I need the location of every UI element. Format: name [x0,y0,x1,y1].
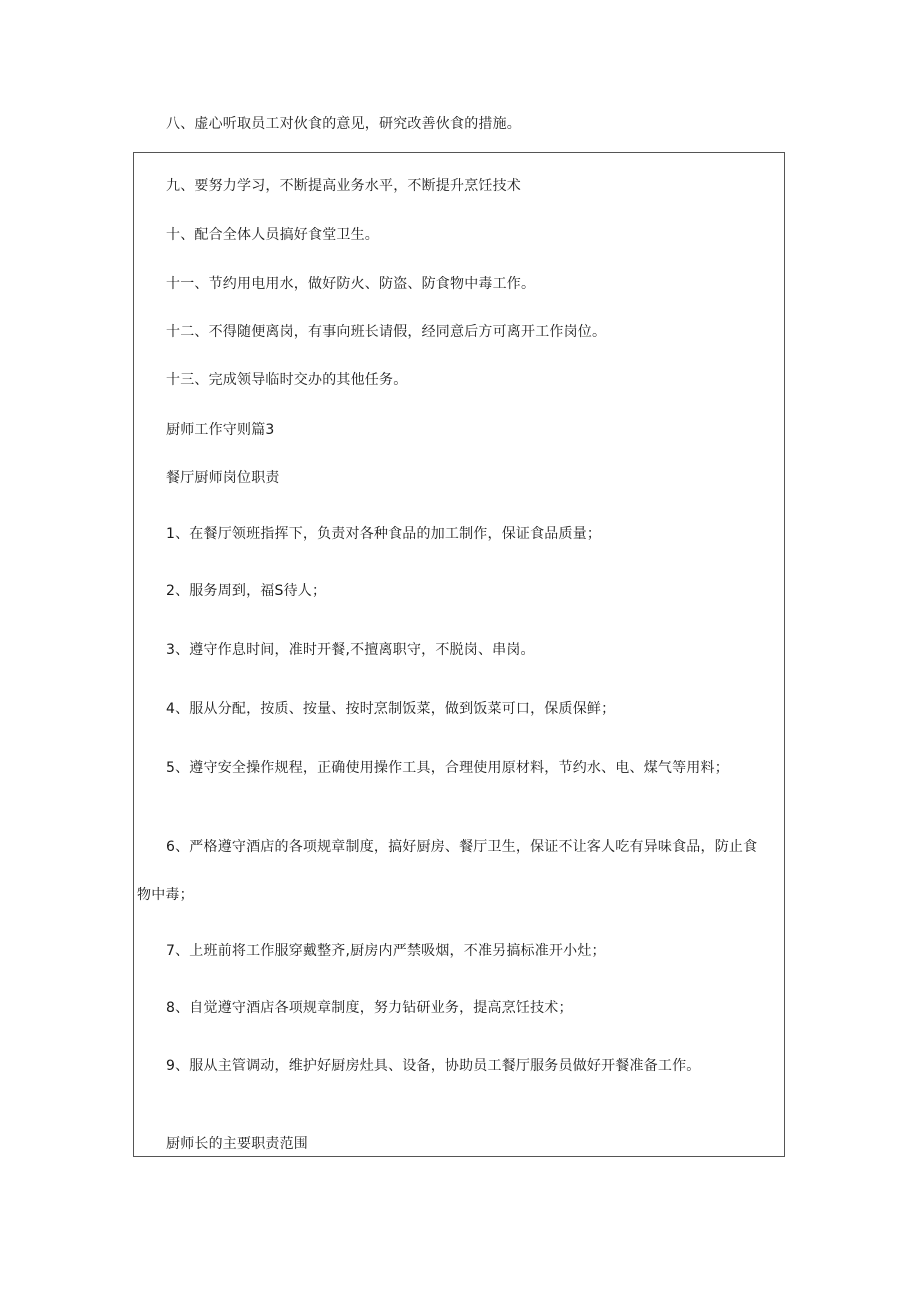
duty-7: 7、上班前将工作服穿戴整齐,厨房内严禁吸烟，不准另搞标准开小灶； [166,943,606,959]
rule-9: 九、要努力学习，不断提高业务水平，不断提升烹饪技术 [166,178,521,194]
intro-line: 八、虚心听取员工对伙食的意见，研究改善伙食的措施。 [166,116,521,132]
duty-5: 5、遵守安全操作规程，正确使用操作工具，合理使用原材料，节约水、电、煤气等用料； [166,760,729,776]
duty-8: 8、自觉遵守酒店各项规章制度，努力钻研业务，提高烹饪技术； [166,1000,573,1016]
subsection-title: 餐厅厨师岗位职责 [166,470,280,486]
duty-2: 2、服务周到，福S待人； [166,583,327,599]
duty-4: 4、服从分配，按质、按量、按时烹制饭菜，做到饭菜可口，保质保鲜； [166,701,616,717]
duty-6-continuation: 物中毒； [137,887,194,903]
footer-title: 厨师长的主要职责范围 [166,1136,308,1152]
duty-6: 6、严格遵守酒店的各项规章制度，搞好厨房、餐厅卫生，保证不让客人吃有异味食品，防止食 [166,839,758,855]
rule-12: 十二、不得随便离岗，有事向班长请假，经同意后方可离开工作岗位。 [166,324,607,340]
section-title: 厨师工作守则篇3 [166,422,275,438]
duty-9: 9、服从主管调动，维护好厨房灶具、设备，协助员工餐厅服务员做好开餐准备工作。 [166,1058,701,1074]
rule-13: 十三、完成领导临时交办的其他任务。 [166,372,408,388]
rule-10: 十、配合全体人员搞好食堂卫生。 [166,227,379,243]
duty-3: 3、遵守作息时间，准时开餐,不擅离职守，不脱岗、串岗。 [166,642,535,658]
duty-1: 1、在餐厅领班指挥下，负责对各种食品的加工制作，保证食品质量； [166,526,602,542]
rule-11: 十一、节约用电用水，做好防火、防盗、防食物中毒工作。 [166,276,536,292]
